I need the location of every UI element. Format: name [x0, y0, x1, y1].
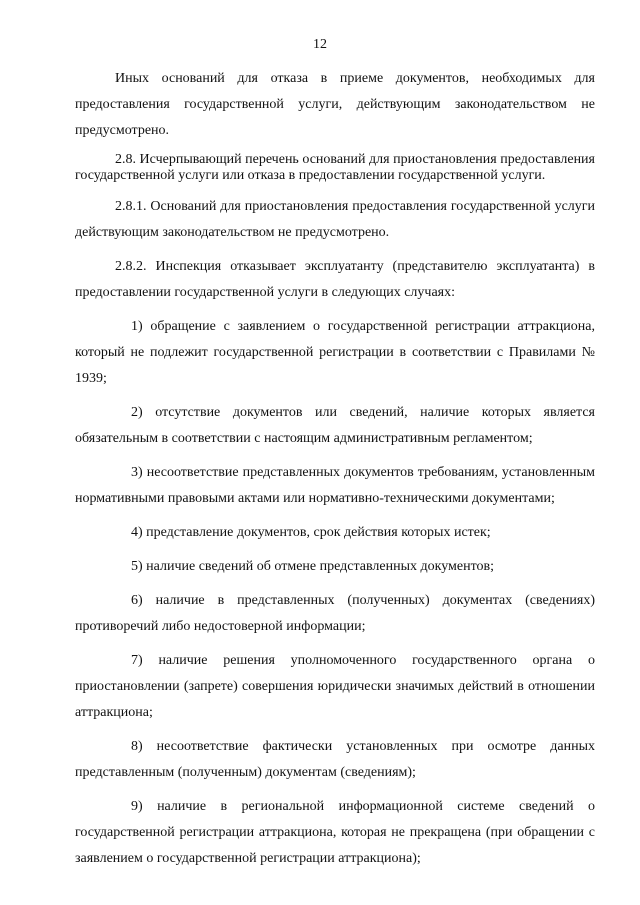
- document-body: [75, 66, 595, 880]
- list-item-6: 6) наличие в представленных (полученных) документах (сведениях) противоречий либо недостоверной информации;: [75, 593, 595, 634]
- list-item-5: 5) наличие сведений об отмене представленных документов;: [131, 559, 495, 574]
- paragraph-other-grounds: Иных оснований для отказа в приеме документов, необходимых для предоставления государственной услуги, действующим законодательством не предусмотрено.: [75, 71, 595, 138]
- paragraph-2-8-2: 2.8.2. Инспекция отказывает эксплуатанту (представителю эксплуатанта) в предоставлении государственной услуги в следующих случаях:: [75, 259, 595, 300]
- list-item-2: 2) отсутствие документов или сведений, наличие которых является обязательным в соответствии с настоящим административным регламентом;: [75, 405, 595, 446]
- paragraph-2-8: 2.8. Исчерпывающий перечень оснований для приостановления предоставления государственной услуги или отказа в предоставлении государственной услуги.: [75, 152, 595, 183]
- page-number: 12: [313, 37, 327, 52]
- list-item-3: 3) несоответствие представленных документов требованиям, установленным нормативными правовыми актами или нормативно-техническими документами;: [75, 465, 595, 506]
- list-item-1: 1) обращение с заявлением о государственной регистрации аттракциона, который не подлежит государственной регистрации в соответствии с Правилами № 1939;: [75, 319, 595, 386]
- list-item-7: 7) наличие решения уполномоченного государственного органа о приостановлении (запрете) совершения юридически значимых действий в отношении аттракциона;: [75, 653, 595, 720]
- list-item-8: 8) несоответствие фактически установленных при осмотре данных представленным (полученным) документам (сведениям);: [75, 739, 595, 780]
- paragraph-2-8-1: 2.8.1. Оснований для приостановления предоставления государственной услуги действующим законодательством не предусмотрено.: [75, 199, 595, 240]
- list-item-4: 4) представление документов, срок действия которых истек;: [131, 525, 491, 540]
- list-item-9: 9) наличие в региональной информационной системе сведений о государственной регистрации аттракциона, которая не прекращена (при обращении с заявлением о государственной регистрации аттракциона);: [75, 799, 595, 866]
